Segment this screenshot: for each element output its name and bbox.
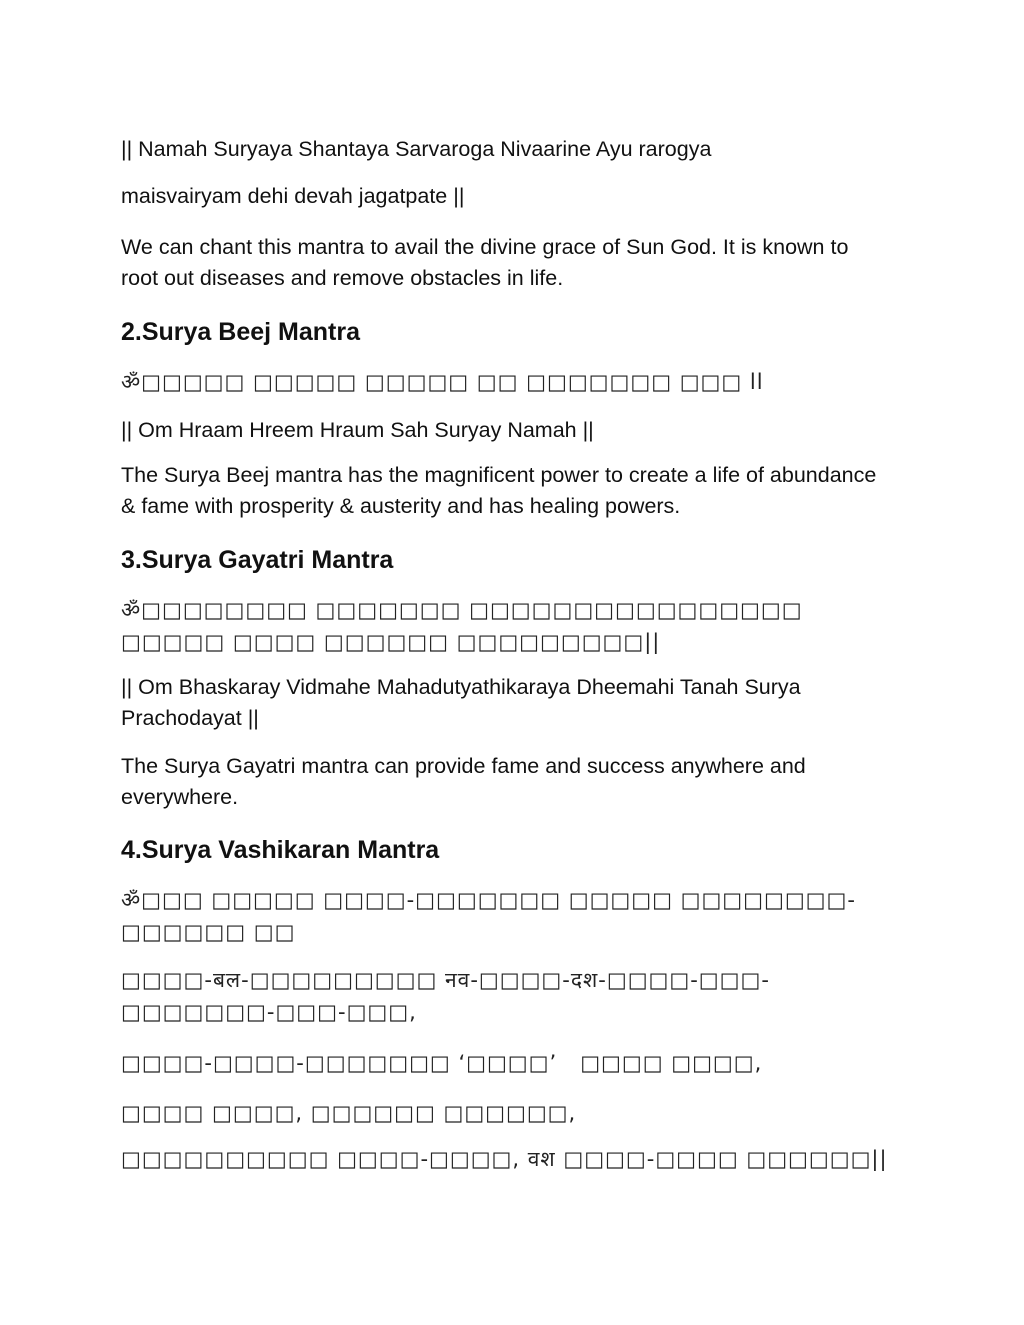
surya-vashikaran-line4: □□□□ □□□□, □□□□□□ □□□□□□,: [121, 1101, 577, 1125]
surya-vashikaran-line5: □□□□□□□□□□ □□□□-□□□□, वश □□□□-□□□□ □□□□□□||: [121, 1147, 888, 1171]
surya-beej-heading: 2.Surya Beej Mantra: [121, 318, 360, 346]
mantra1-transliteration-line2: maisvairyam dehi devah jagatpate ||: [121, 184, 465, 208]
surya-gayatri-description: The Surya Gayatri mantra can provide fame and success anywhere and everywhere.: [121, 754, 806, 809]
surya-beej-description: The Surya Beej mantra has the magnificent power to create a life of abundance & fame with prosperity & austerity and has healing powers.: [121, 463, 877, 518]
surya-vashikaran-line3: □□□□-□□□□-□□□□□□□ ‘□□□□’ □□□□ □□□□,: [121, 1051, 763, 1075]
surya-gayatri-devanagari: ॐ□□□□□□□□ □□□□□□□ □□□□□□□□□□□□□□□□ □□□□□ □□□□ □□□□□□ □□□□□□□□□||: [121, 598, 811, 654]
surya-beej-transliteration: || Om Hraam Hreem Hraum Sah Suryay Namah ||: [121, 418, 594, 442]
mantra1-transliteration-line1: || Namah Suryaya Shantaya Sarvaroga Nivaarine Ayu rarogya: [121, 137, 712, 161]
surya-gayatri-heading: 3.Surya Gayatri Mantra: [121, 546, 394, 574]
surya-vashikaran-heading: 4.Surya Vashikaran Mantra: [121, 836, 440, 864]
surya-vashikaran-line1: ॐ□□□ □□□□□ □□□□-□□□□□□□ □□□□□ □□□□□□□□-□□□□□□ □□: [121, 888, 856, 944]
surya-gayatri-transliteration: || Om Bhaskaray Vidmahe Mahadutyathikaraya Dheemahi Tanah Surya Prachodayat ||: [121, 675, 801, 730]
mantra1-description: We can chant this mantra to avail the divine grace of Sun God. It is known to root out diseases and remove obstacles in life.: [121, 235, 849, 290]
surya-vashikaran-line2: □□□□-बल-□□□□□□□□□ नव-□□□□-दश-□□□□-□□□-□□□□□□□-□□□-□□□,: [121, 968, 770, 1024]
surya-beej-devanagari: ॐ□□□□□ □□□□□ □□□□□ □□ □□□□□□□ □□□ ll: [121, 370, 764, 394]
